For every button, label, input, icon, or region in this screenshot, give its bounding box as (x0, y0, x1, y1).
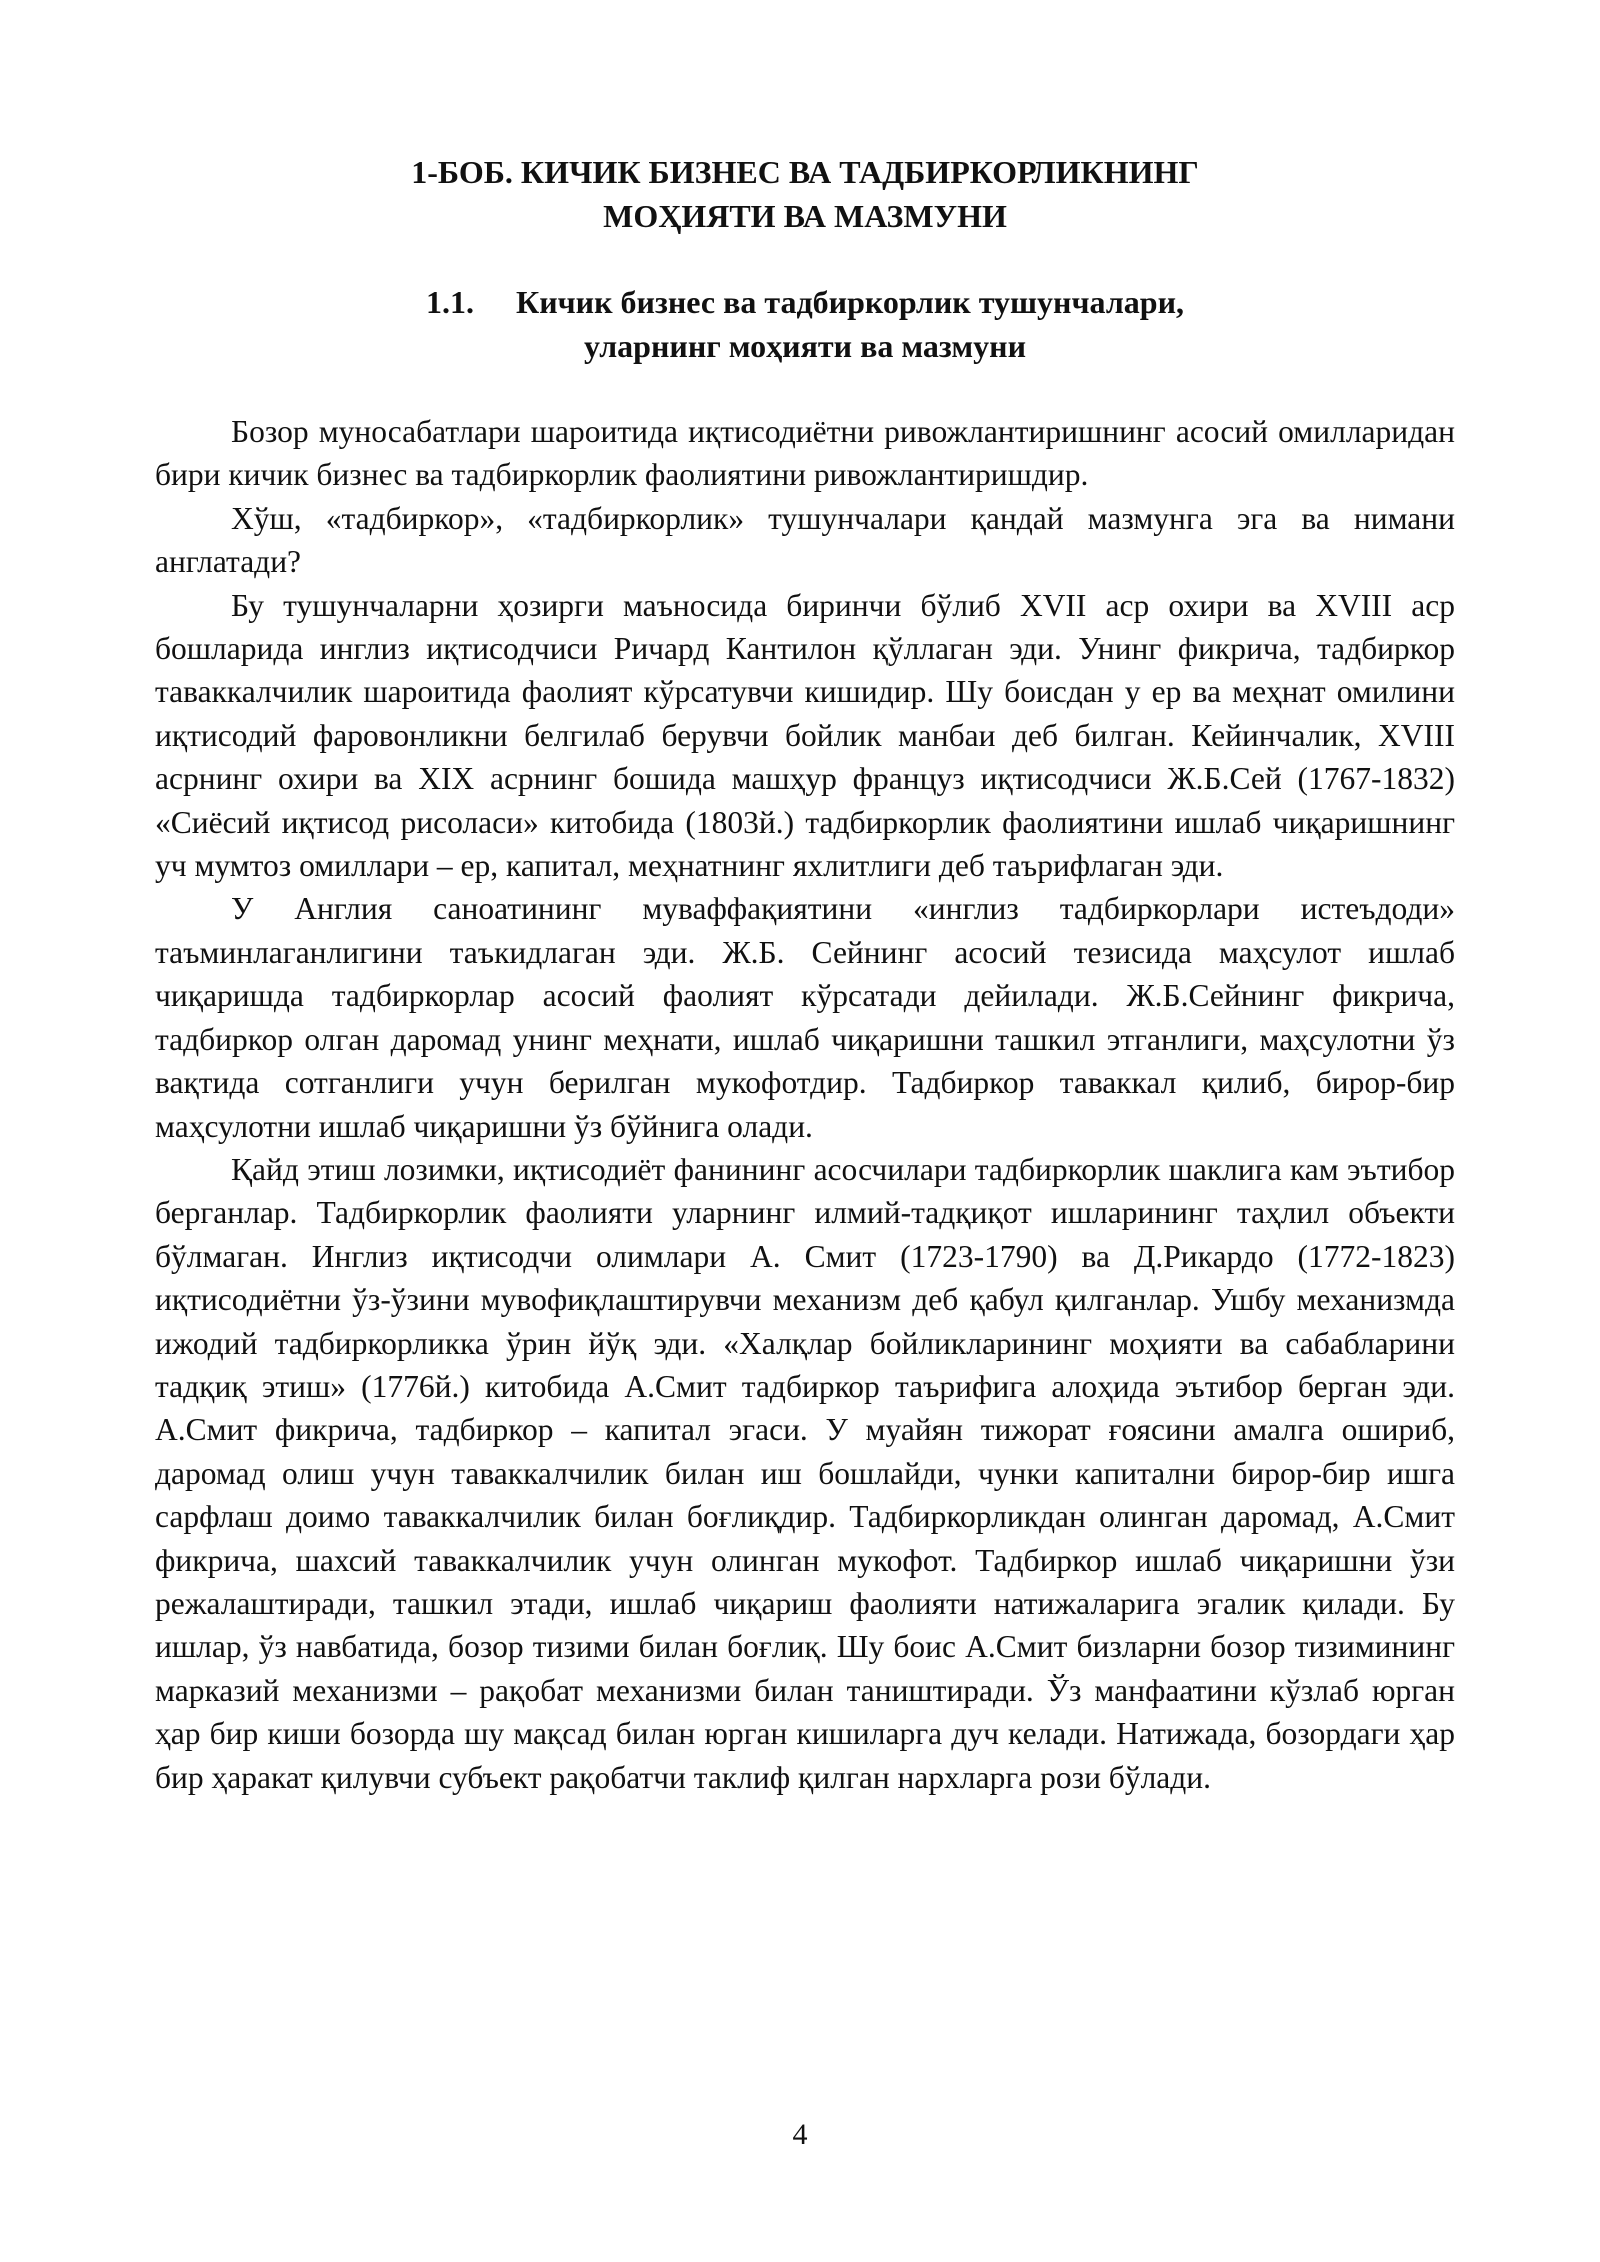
chapter-title-line-2: МОҲИЯТИ ВА МАЗМУНИ (603, 198, 1007, 234)
paragraph: Бу тушунчаларни ҳозирги маъносида биринчи бўлиб XVII аср охири ва XVIII аср бошларида инглиз иқтисодчиси Ричард Кантилон қўллаган эди. Унинг фикрича, тадбиркор таваккалчилик шароитида фаолият кўрсатувчи кишидир. Шу боисдан у ер ва меҳнат омилини иқтисодий фаровонликни белгилаб берувчи бойлик манбаи деб билган. Кейинчалик, XVIII асрнинг охири ва XIX асрнинг бошида машҳур француз иқтисодчиси Ж.Б.Сей (1767-1832) «Сиёсий иқтисод рисоласи» китобида (1803й.) тадбиркорлик фаолиятини ишлаб чиқаришнинг уч мумтоз омиллари – ер, капитал, меҳнатнинг яхлитлиги деб таърифлаган эди. (155, 587, 1455, 884)
paragraph: Қайд этиш лозимки, иқтисодиёт фанининг асосчилари тадбиркорлик шаклига кам эътибор берганлар. Тадбиркорлик фаолияти уларнинг илмий-тадқиқот ишларининг таҳлил объекти бўлмаган. Инглиз иқтисодчи олимлари А. Смит (1723-1790) ва Д.Рикардо (1772-1823) иқтисодиётни ўз-ўзини мувофиқлаштирувчи механизм деб қабул қилганлар. Ушбу механизмда ижодий тадбиркорликка ўрин йўқ эди. «Халқлар бойликларининг моҳияти ва сабабларини тадқиқ этиш» (1776й.) китобида А.Смит тадбиркор таърифига алоҳида эътибор берган эди. А.Смит фикрича, тадбиркор – капитал эгаси. У муайян тижорат ғоясини амалга ошириб, даромад олиш учун таваккалчилик билан иш бошлайди, чунки капитални бирор-бир ишга сарфлаш доимо таваккалчилик билан боғлиқдир. Тадбиркорликдан олинган даромад, А.Смит фикрича, шахсий таваккалчилик учун олинган мукофот. Тадбиркор ишлаб чиқаришни ўзи режалаштиради, ташкил этади, ишлаб чиқариш фаолияти натижаларига эгалик қилади. Бу ишлар, ўз навбатида, бозор тизими билан боғлиқ. Шу боис А.Смит бизларни бозор тизимининг марказий механизми – рақобат механизми билан таништиради. Ўз манфаатини кўзлаб юрган ҳар бир киши бозорда шу мақсад билан юрган кишиларга дуч келади. Натижада, бозордаги ҳар бир ҳаракат қилувчи субъект рақобатчи таклиф қилган нархларга рози бўлади. (155, 1151, 1455, 1795)
chapter-title (155, 150, 1455, 238)
page-number: 4 (792, 2118, 808, 2151)
section-title-line-1: Кичик бизнес ва тадбиркорлик тушунчалари, (515, 284, 1184, 320)
section-title (155, 280, 1455, 368)
body-text (155, 410, 1455, 1799)
paragraph: Хўш, «тадбиркор», «тадбиркорлик» тушунчалари қандай мазмунга эга ва нимани англатади? (155, 500, 1455, 580)
section-title-line-2: уларнинг моҳияти ва мазмуни (583, 328, 1026, 364)
chapter-title-line-1: 1-БОБ. КИЧИК БИЗНЕС ВА ТАДБИРКОРЛИКНИНГ (411, 154, 1199, 190)
document-page (155, 150, 1455, 1799)
paragraph: У Англия саноатининг муваффақиятини «инглиз тадбиркорлари истеъдоди» таъминлаганлигини таъкидлаган эди. Ж.Б. Сейнинг асосий тезисида маҳсулот ишлаб чиқаришда тадбиркорлар асосий фаолият кўрсатади дейилади. Ж.Б.Сейнинг фикрича, тадбиркор олган даромад унинг меҳнати, ишлаб чиқаришни ташкил этганлиги, маҳсулотни ўз вақтида сотганлиги учун берилган мукофотдир. Тадбиркор таваккал қилиб, бирор-бир маҳсулотни ишлаб чиқаришни ўз бўйнига олади. (155, 891, 1455, 1144)
section-number: 1.1. (425, 284, 474, 320)
paragraph: Бозор муносабатлари шароитида иқтисодиётни ривожлантиришнинг асосий омилларидан бири кичик бизнес ва тадбиркорлик фаолиятини ривожлантиришдир. (155, 414, 1455, 493)
